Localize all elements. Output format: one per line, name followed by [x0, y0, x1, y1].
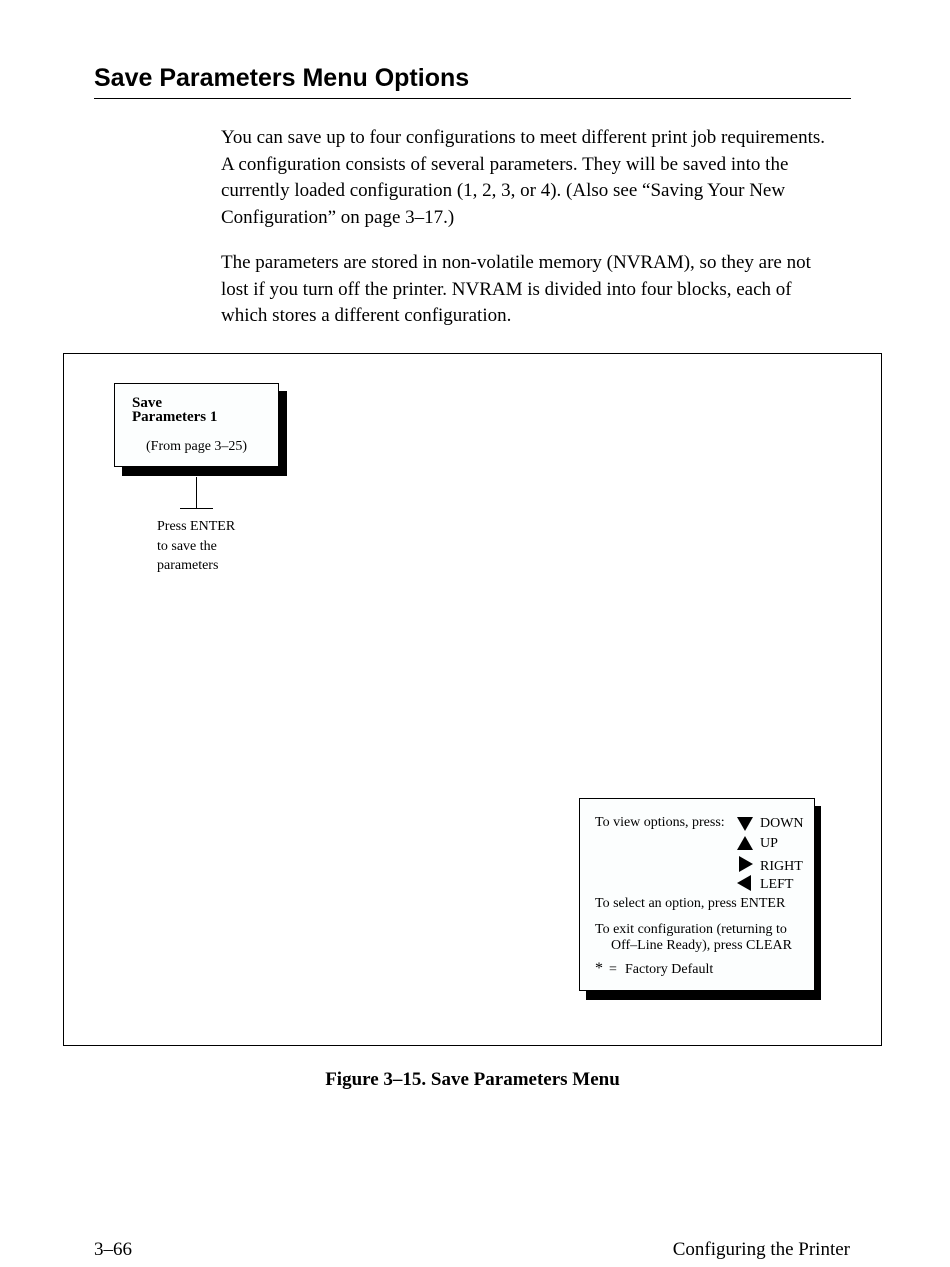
connector-vertical-line	[196, 477, 197, 509]
press-enter-note	[157, 517, 235, 576]
heading-rule	[94, 98, 851, 99]
legend-view-options: To view options, press:	[595, 815, 725, 830]
menu-box-title	[132, 396, 217, 424]
down-arrow-icon	[737, 817, 753, 831]
press-note-line3: parameters	[157, 558, 219, 573]
footer-section-title: Configuring the Printer	[672, 1239, 850, 1260]
asterisk-symbol: *	[595, 960, 603, 977]
legend-right: RIGHT	[760, 859, 803, 874]
legend-exit-line1: To exit configuration (returning to	[595, 922, 787, 937]
press-note-line1: Press ENTER	[157, 519, 236, 534]
equals-symbol: =	[609, 962, 617, 977]
legend-exit-line2: Off–Line Ready), press CLEAR	[611, 938, 792, 953]
save-parameters-menu-box	[114, 383, 279, 467]
left-arrow-icon	[737, 875, 751, 891]
nvram-paragraph: The parameters are stored in non-volatile memory (NVRAM), so they are not lost if you turn off the printer. NVRAM is divided into four blocks, each of which stores a different configuration.	[221, 252, 811, 327]
figure-caption: Figure 3–15. Save Parameters Menu	[325, 1069, 620, 1090]
press-note-line2: to save the	[157, 538, 217, 554]
legend-box	[579, 798, 815, 991]
legend-up: UP	[760, 836, 778, 851]
footer-page-number: 3–66	[94, 1239, 132, 1260]
menu-title-line2: Parameters 1	[132, 409, 218, 425]
connector-horizontal-line	[180, 508, 213, 509]
intro-paragraph: You can save up to four configurations to meet different print job requirements. A configuration consists of several parameters. They will be saved into the currently loaded configuration (1, 2, 3, or 4). (Also see “Saving Your New Configuration” on page 3–17.)	[221, 127, 825, 229]
right-arrow-icon	[739, 856, 753, 872]
legend-select-option: To select an option, press ENTER	[595, 896, 786, 911]
menu-title-line1: Save	[132, 395, 162, 411]
legend-down: DOWN	[760, 816, 804, 831]
legend-factory-default: Factory Default	[625, 962, 714, 977]
legend-left: LEFT	[760, 877, 794, 892]
page-heading: Save Parameters Menu Options	[94, 64, 470, 92]
up-arrow-icon	[737, 836, 753, 850]
menu-from-page: (From page 3–25)	[146, 439, 248, 454]
